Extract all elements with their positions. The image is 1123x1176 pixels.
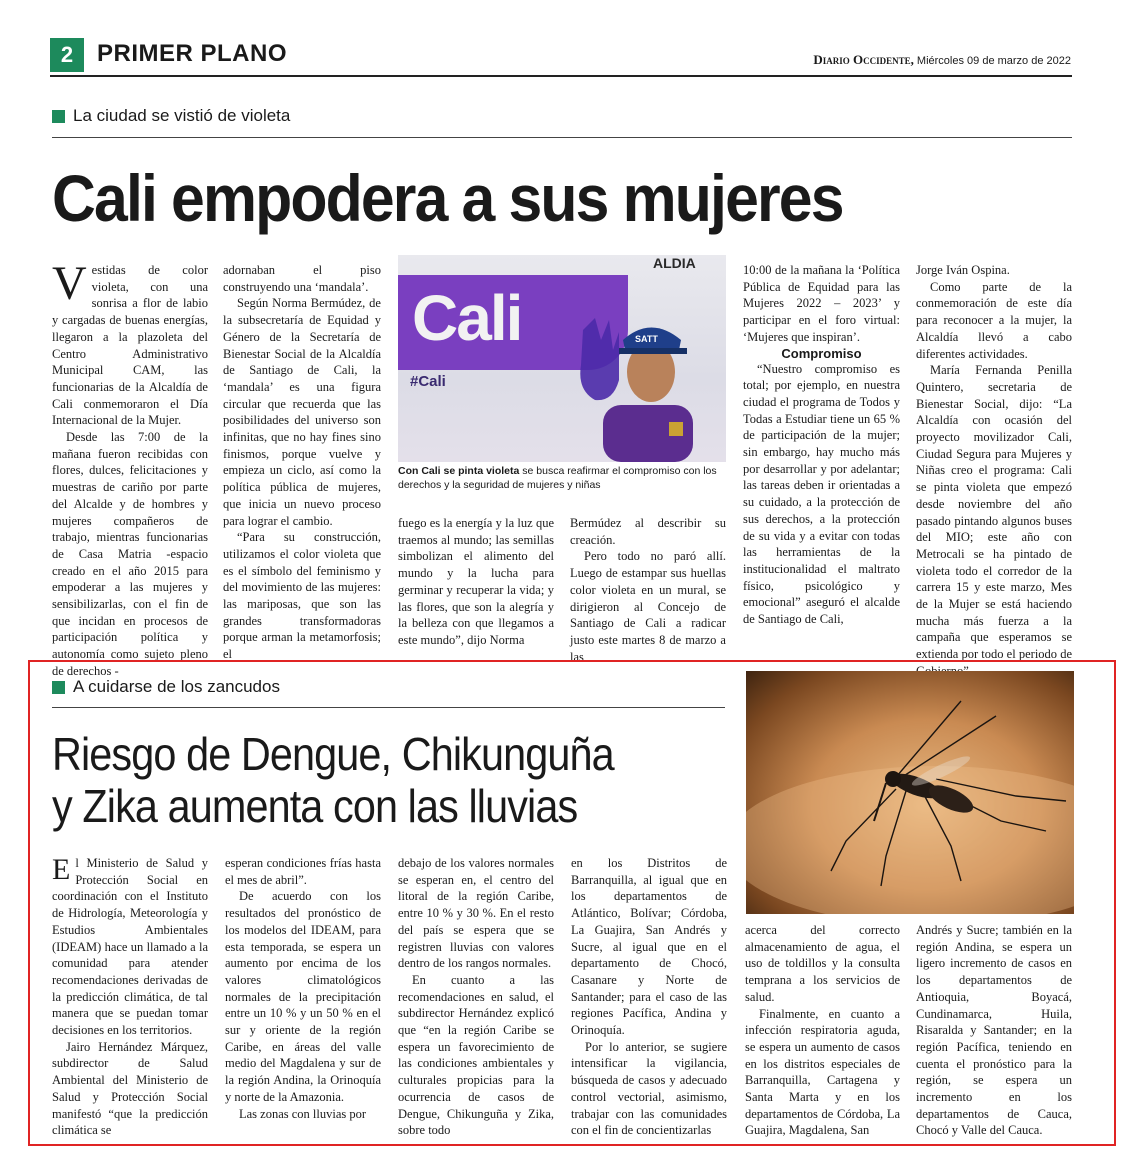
paragraph: Jairo Hernández Márquez, subdirector de Salud Ambiental del Ministerio de Salud y Protección Social manifestó “que la predicción climática se [52, 1039, 208, 1138]
paragraph: “Para su construcción, utilizamos el color violeta que es el símbolo del feminismo y del movimiento de las mujeres: las mariposas, que son las grandes transformadoras porque arman la metamorfosis; el [223, 530, 381, 662]
headline-line: y Zika aumenta con las lluvias [52, 780, 578, 832]
photo-sign: ALDIA [653, 255, 696, 271]
paragraph: Bermúdez al describir su creación. [570, 516, 726, 547]
paragraph: Andrés y Sucre; también en la región Andina, se espera un ligero incremento de casos en los departamentos de Antioquia, Boyacá, Cundinamarca, Huila, Risaralda y Santander; en la región Pacífica, teniendo en cuenta el pronóstico para la región, se espera un incremento en los departamentos de Cauca, Chocó y Valle del Cauca. [916, 923, 1072, 1138]
headline-line: Riesgo de Dengue, Chikunguña [52, 728, 614, 780]
top-headline: Cali empodera a sus mujeres [52, 161, 843, 235]
mosquito-illustration [746, 671, 1074, 914]
top-kicker-text: La ciudad se vistió de violeta [73, 106, 291, 125]
person-illustration [573, 310, 708, 462]
photo-hashtag: #Cali [410, 373, 446, 390]
paragraph: l Ministerio de Salud y Protección Social en coordinación con el Instituto de Hidrología, Meteorología y Estudios Ambientales (IDEAM) hace un llamado a la comunidad para atender recomendaciones derivadas de la predicción climática, de tal manera que se puedan tomar decisiones en los territorios. [52, 856, 208, 1038]
paragraph: estidas de color violeta, con una sonrisa a flor de labio y cargadas de buenas energías, llegaron a la plazoleta del Centro Administrativo Municipal CAM, las funcionarias de la Alcaldía de Cali conmemoraron el Día Internacional de la Mujer. [52, 263, 208, 428]
masthead-rule [50, 75, 1072, 77]
paper-info [813, 52, 1071, 68]
top-column-6 [916, 262, 1072, 680]
bottom-column-1 [52, 855, 208, 1139]
mosquito-photo [746, 671, 1074, 914]
bottom-column-5 [745, 922, 900, 1139]
bottom-headline [52, 728, 614, 832]
top-kicker [52, 106, 290, 126]
photo-logo-text: Cali [412, 282, 522, 354]
paragraph: acerca del correcto almacenamiento de agua, el uso de toldillos y la consulta temprana a los servicios de salud. [745, 923, 900, 1004]
kicker-square-icon [52, 110, 65, 123]
paragraph: adornaban el piso construyendo una ‘mandala’. [223, 263, 381, 294]
paragraph: 10:00 de la mañana la ‘Política Pública de Equidad para las Mujeres 2022 – 2023’ y participar en el foro virtual: ‘Mujeres que inspiran’. [743, 263, 900, 344]
paragraph: Pero todo no paró allí. Luego de estampar sus huellas color violeta en un mural, se dirigieron al Concejo de Santiago de Cali a radicar justo este martes 8 de marzo a las [570, 549, 726, 664]
paragraph: Jorge Iván Ospina. [916, 263, 1010, 277]
bottom-column-2 [225, 855, 381, 1122]
page-number: 2 [50, 38, 84, 72]
issue-date: Miércoles 09 de marzo de 2022 [916, 55, 1071, 67]
top-photo [398, 255, 726, 462]
paragraph: en los Distritos de Barranquilla, al igual que en los departamentos de Atlántico, Bolívar; Córdoba, La Guajira, San Andrés y Sucre, al igual que en el departamento de Chocó, Casanare y Norte de Santander; para el caso de las regiones Pacífica, Andina y Orinoquía. [571, 856, 727, 1038]
dropcap: E [52, 853, 71, 886]
top-column-1 [52, 257, 208, 680]
paragraph: Según Norma Bermúdez, de la subsecretaría de Equidad y Género de la Secretaría de Bienestar Social de la Alcaldía de Santiago de Cali, la ‘mandala’ es una figura circular que recuerda que las posibilidades del universo son infinitas, que no hay fines sino finismos, porque vuelve y empieza un ciclo, así como la política pública de mujeres, que inicia un nuevo proceso para lograr el cambio. [223, 296, 381, 528]
bottom-column-6 [916, 922, 1072, 1139]
paragraph: Como parte de la conmemoración de este día para reconocer a la mujer, la Alcaldía llevó a cabo diferentes actividades. [916, 279, 1072, 361]
paragraph: esperan condiciones frías hasta el mes de abril”. [225, 856, 381, 887]
bottom-kicker-text: A cuidarse de los zancudos [73, 677, 280, 696]
paragraph: Por lo anterior, se sugiere intensificar la vigilancia, búsqueda de casos y adecuado control vectorial, asimismo, trabajar con las comunidades con el fin de concientizarlas [571, 1039, 727, 1138]
paper-name: Diario Occidente, [813, 52, 914, 67]
paragraph: Las zonas con lluvias por [239, 1106, 367, 1121]
paragraph: “Nuestro compromiso es total; por ejemplo, en nuestra ciudad el programa de Todos y Todas a Estudiar tiene un 65 % de participación de la mujer; sin embargo, hay mucho más por desarrollar y por adelantar; las tareas deben ir orientadas a su cuidado, a la protección de sus derechos, a la protección de su vida y a evitar con todas las herramientas de la institucionalidad el maltrato físico, psicológico y emocional” aseguró el alcalde de Santiago de Cali, [743, 361, 900, 627]
bottom-kicker [52, 677, 280, 697]
paragraph: debajo de los valores normales se esperan en, el centro del litoral de la región Caribe, entre 10 % y 30 %. En el resto del país se espera que se registren lluvias con valores dentro de los rangos normales. [398, 856, 554, 971]
paragraph: María Fernanda Penilla Quintero, secretaria de Bienestar Social, dijo: “La Alcaldía con ocasión del proyecto movilizador Cali, Ciudad Segura para Mujeres y Niñas creo el programa: Cali se pinta violeta que empezó desde noviembre del año pasado pintando algunos buses del MIO; este año con Metrocali se ha pintado de violeta todo el corredor de la carrera 15 y este marzo, Mes de la Mujer se está haciendo mucha más fuerza a la campaña que esperamos se extienda por todo el periodo de [916, 363, 1072, 662]
paragraph: Finalmente, en cuanto a infección respiratoria aguda, se espera un aumento de casos en los distritos especiales de Barranquilla, Cartagena y Santa Marta y en los departamentos de Córdoba, La Guajira, Magdalena, San [745, 1006, 900, 1138]
bottom-column-4 [571, 855, 727, 1139]
top-column-4 [570, 515, 726, 665]
photo-caption [398, 464, 726, 492]
caption-text: se busca reafirmar el compromiso con los derechos y la seguridad de mujeres y niñas [398, 465, 717, 491]
kicker-rule [52, 707, 725, 708]
caption-bold: Con Cali se pinta violeta [398, 465, 520, 477]
kicker-rule [52, 137, 1072, 138]
paragraph: Desde las 7:00 de la mañana fueron recibidas con flores, dulces, felicitaciones y muestras de cariño por parte del Alcalde y de hombres y mujeres compañeros de trabajo, mientras funcionarias de Casa Matria -espacio creado en el año 2015 para empoderar a las mujeres y sensibilizarlas, con el fin de que incidan en procesos de participación política y autonomía como sujeto pleno de derechos - [52, 430, 208, 678]
top-column-5 [743, 262, 900, 628]
kicker-square-icon [52, 681, 65, 694]
paragraph: En cuanto a las recomendaciones en salud, el subdirector Hernández explicó que “en la región Caribe se espera un favorecimiento de las condiciones ambientales y culturales propicias para la ocurrencia de casos de Dengue, Chikunguña y Zika, sobre todo [398, 972, 554, 1138]
top-column-3 [398, 515, 554, 649]
paragraph: De acuerdo con los resultados del pronóstico de los modelos del IDEAM, para esta temporada, se espera un aumento por encima de los valores climatológicos normales de la precipitación entre un 10 % y un 50 % en el sur y oriente de la región Caribe, en áreas del valle medio del Magdalena y sur de la región Andina, la Orinoquía y norte de la Amazonia. [225, 889, 381, 1104]
subhead: Compromiso [781, 345, 862, 361]
bottom-column-3 [398, 855, 554, 1139]
section-title: PRIMER PLANO [97, 40, 288, 67]
paragraph: fuego es la energía y la luz que traemos al mundo; las semillas simbolizan el alimento del mundo y la lucha para germinar y recuperar la vida; y las flores, que son la alegría y la belleza con que llegamos a este mundo”, dijo Norma [398, 516, 554, 647]
cap-text: SATT [635, 334, 658, 344]
top-column-2 [223, 262, 381, 663]
dropcap: V [52, 257, 87, 310]
